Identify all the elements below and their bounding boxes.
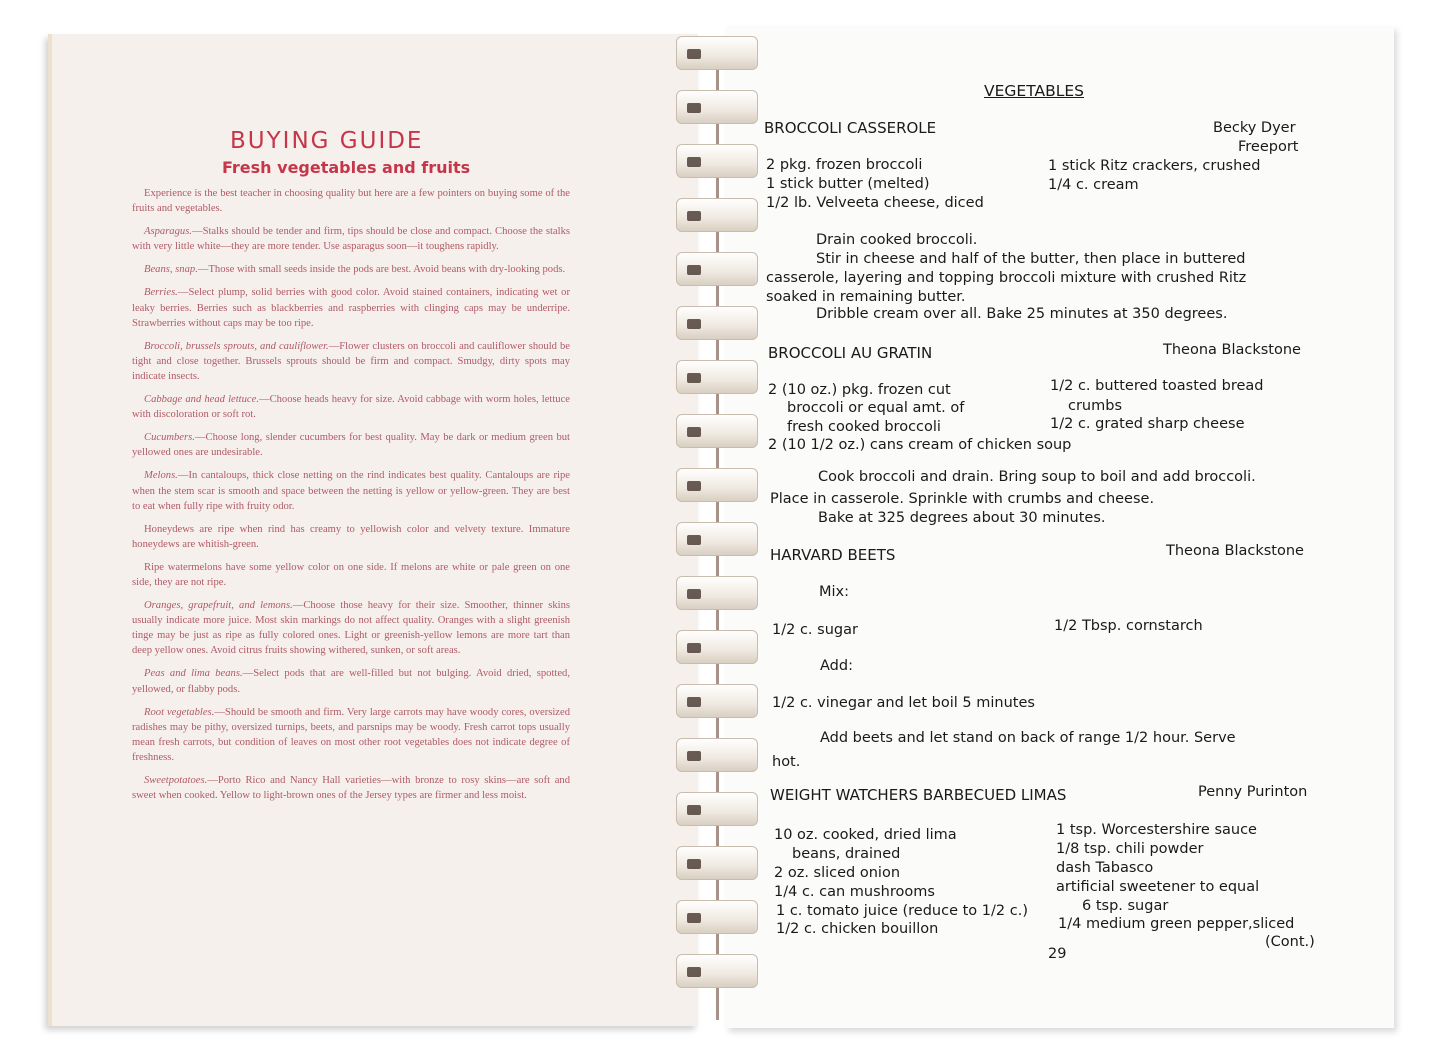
ingredient: 1/4 c. cream	[1048, 177, 1139, 193]
ingredient: 1/2 c. buttered toasted bread	[1050, 378, 1264, 394]
recipe-title: BROCCOLI AU GRATIN	[768, 344, 933, 362]
buying-guide-body	[132, 186, 570, 811]
binding-coil	[676, 576, 758, 610]
guide-text: —Stalks should be tender and firm, tips should be close and compact. Choose the stalks with very little white—they are more tender. Use asparagus soon—it toughens rapidly.	[132, 226, 570, 253]
ingredient: dash Tabasco	[1056, 860, 1154, 876]
direction-line: Bake at 325 degrees about 30 minutes.	[818, 510, 1106, 526]
ingredient: 6 tsp. sugar	[1082, 898, 1169, 914]
ingredient: 1/2 c. chicken bouillon	[776, 921, 939, 937]
binding-coil	[676, 360, 758, 394]
ingredient: 1 c. tomato juice (reduce to 1/2 c.)	[776, 903, 1028, 919]
guide-text: —Choose heads heavy for size. Avoid cabbage with worm holes, lettuce with discoloration or soft rot.	[132, 394, 570, 421]
binding-coil	[676, 252, 758, 286]
binding-coil	[676, 414, 758, 448]
direction-line: Stir in cheese and half of the butter, then place in buttered	[816, 251, 1246, 267]
binding-coil	[676, 954, 758, 988]
guide-text: —Porto Rico and Nancy Hall varieties—with bronze to rosy skins—are soft and sweet when cooked. Yellow to light-brown ones of the Jersey types are firmer and less moist.	[132, 775, 570, 802]
ingredient: broccoli or equal amt. of	[787, 400, 965, 416]
page-number: 29	[1048, 946, 1067, 962]
buying-guide-subtitle: Fresh vegetables and fruits	[222, 158, 471, 177]
guide-term: Beans, snap.	[144, 264, 198, 276]
guide-text: —Flower clusters on broccoli and cauliflower should be tight and close together. Brussels sprouts should be firm and compact. Smudgy, dirty spots may indicate insects.	[132, 340, 570, 382]
guide-entry	[132, 598, 570, 658]
guide-term: Sweetpotatoes.	[144, 775, 208, 786]
guide-term: Cabbage and head lettuce.	[144, 394, 259, 406]
guide-entry	[132, 430, 570, 460]
guide-term: Asparagus.	[144, 226, 192, 238]
binding-coil	[676, 522, 758, 556]
recipe-author: Theona Blackstone	[1166, 543, 1304, 559]
direction-line: soaked in remaining butter.	[766, 289, 966, 305]
guide-entry	[132, 522, 570, 552]
recipe-title: BROCCOLI CASSEROLE	[764, 119, 937, 137]
ingredient: 1/2 c. sugar	[772, 622, 858, 638]
guide-term: Melons.	[144, 470, 178, 482]
guide-text: —Choose long, slender cucumbers for best quality. May be dark or medium green but yellowed ones are undesirable.	[132, 432, 570, 459]
guide-entry	[132, 666, 570, 696]
section-heading: VEGETABLES	[984, 82, 1084, 100]
guide-entry	[132, 392, 570, 422]
ingredient: fresh cooked broccoli	[787, 419, 941, 435]
binding-coil	[676, 846, 758, 880]
ingredient: 1 tsp. Worcestershire sauce	[1056, 822, 1257, 838]
continued-note: (Cont.)	[1265, 934, 1315, 950]
guide-term: Oranges, grapefruit, and lemons.	[144, 600, 293, 612]
ingredient: 1/2 lb. Velveeta cheese, diced	[766, 195, 984, 211]
binding-coil	[676, 198, 758, 232]
guide-entry	[132, 224, 570, 254]
binding-coil	[676, 90, 758, 124]
direction-line: casserole, layering and topping broccoli mixture with crushed Ritz	[766, 270, 1247, 286]
direction-line: Drain cooked broccoli.	[816, 232, 978, 248]
ingredient: crumbs	[1068, 398, 1123, 414]
ingredient: 1/2 c. vinegar and let boil 5 minutes	[772, 695, 1035, 711]
binding-coil	[676, 306, 758, 340]
ingredient: 2 (10 1/2 oz.) cans cream of chicken soup	[768, 437, 1072, 453]
guide-entry	[132, 339, 570, 384]
ingredient: 2 oz. sliced onion	[774, 865, 901, 881]
ingredient: 10 oz. cooked, dried lima	[774, 827, 957, 843]
ingredient: 1 stick Ritz crackers, crushed	[1048, 158, 1261, 174]
guide-term: Cucumbers.	[144, 432, 195, 444]
direction-line: Place in casserole. Sprinkle with crumbs and cheese.	[770, 491, 1155, 507]
direction-line: Dribble cream over all. Bake 25 minutes at 350 degrees.	[816, 306, 1228, 322]
binding-coil	[676, 36, 758, 70]
binding-coil	[676, 900, 758, 934]
guide-text: —Those with small seeds inside the pods are best. Avoid beans with dry-looking pods.	[197, 264, 566, 276]
recipe-author-town: Freeport	[1238, 139, 1299, 155]
ingredient: 1 stick butter (melted)	[766, 176, 930, 192]
guide-term: Peas and lima beans.	[144, 668, 243, 680]
guide-term: Broccoli, brussels sprouts, and cauliflower.	[144, 340, 329, 352]
ingredient: 2 (10 oz.) pkg. frozen cut	[768, 382, 951, 398]
direction-line: Cook broccoli and drain. Bring soup to boil and add broccoli.	[818, 469, 1256, 485]
ingredient: beans, drained	[792, 846, 901, 862]
recipe-author: Becky Dyer	[1213, 120, 1296, 136]
ingredient: 2 pkg. frozen broccoli	[766, 157, 923, 173]
binding-coil	[676, 468, 758, 502]
guide-text: —In cantaloups, thick close netting on the rind indicates best quality. Cantaloups are ripe when the stem scar is smooth and space between the netting is yellow or yellow-green. They are best to eat when fully ripe with fruity odor.	[132, 470, 570, 512]
recipe-title: WEIGHT WATCHERS BARBECUED LIMAS	[770, 786, 1067, 804]
binding-coil	[676, 792, 758, 826]
direction-line: hot.	[772, 754, 801, 770]
binding-coil	[676, 630, 758, 664]
guide-entry	[132, 560, 570, 590]
guide-entry	[132, 705, 570, 765]
ingredient: 1/2 Tbsp. cornstarch	[1054, 618, 1203, 634]
guide-text: —Select plump, solid berries with good color. Avoid stained containers, indicating wet or leaky berries. Berries such as blackberries and raspberries with clinging caps may be underripe. Strawberries without caps may be too ripe.	[132, 287, 570, 329]
guide-text: —Select pods that are well-filled but not bulging. Avoid dried, spotted, yellowed, or flabby pods.	[132, 668, 570, 695]
ingredient: 1/4 c. can mushrooms	[774, 884, 935, 900]
guide-text: —Should be smooth and firm. Very large carrots may have woody cores, oversized radishes may be pithy, oversized turnips, beets, and parsnips may be woody. Fresh carrot tops usually mean fresh carrots, but condition of leaves on most other root vegetables does not indicate degree of freshness.	[132, 706, 571, 763]
ingredient: 1/4 medium green pepper,sliced	[1058, 916, 1295, 932]
ingredient: 1/2 c. grated sharp cheese	[1050, 416, 1245, 432]
guide-text: Ripe watermelons have some yellow color on one side. If melons are white or pale green on one side, they are not ripe.	[132, 561, 570, 588]
recipe-title: HARVARD BEETS	[770, 546, 896, 564]
direction-line: Mix:	[819, 584, 850, 600]
guide-term: Berries.	[144, 287, 178, 299]
buying-guide-title: BUYING GUIDE	[230, 128, 424, 154]
recipe-author: Penny Purinton	[1198, 784, 1308, 800]
guide-entry	[132, 262, 570, 277]
recipe-author: Theona Blackstone	[1163, 342, 1301, 358]
guide-term: Root vegetables.	[144, 706, 215, 718]
guide-intro: Experience is the best teacher in choosing quality but here are a few pointers on buying some of the fruits and vegetables.	[132, 188, 570, 215]
ingredient: artificial sweetener to equal	[1056, 879, 1260, 895]
guide-entry	[132, 773, 570, 803]
binding-coil	[676, 738, 758, 772]
guide-entry	[132, 285, 570, 330]
ingredient: 1/8 tsp. chili powder	[1056, 841, 1204, 857]
guide-text: —Choose those heavy for their size. Smoother, thinner skins usually indicate more juice. Most skin markings do not affect quality. Oranges with a slight greenish tinge may be just as ripe as fully colored ones. Light or greenish-yellow lemons are more tart than deep yellow ones. Avoid citrus fruits showing withered, sunken, or soft areas.	[132, 600, 571, 657]
direction-line: Add beets and let stand on back of range 1/2 hour. Serve	[820, 730, 1236, 746]
binding-coil	[676, 144, 758, 178]
direction-line: Add:	[820, 658, 853, 674]
guide-entry	[132, 468, 570, 513]
binding-coil	[676, 684, 758, 718]
guide-text: Honeydews are ripe when rind has creamy to yellowish color and velvety texture. Immature honeydews are whitish-green.	[132, 523, 570, 550]
